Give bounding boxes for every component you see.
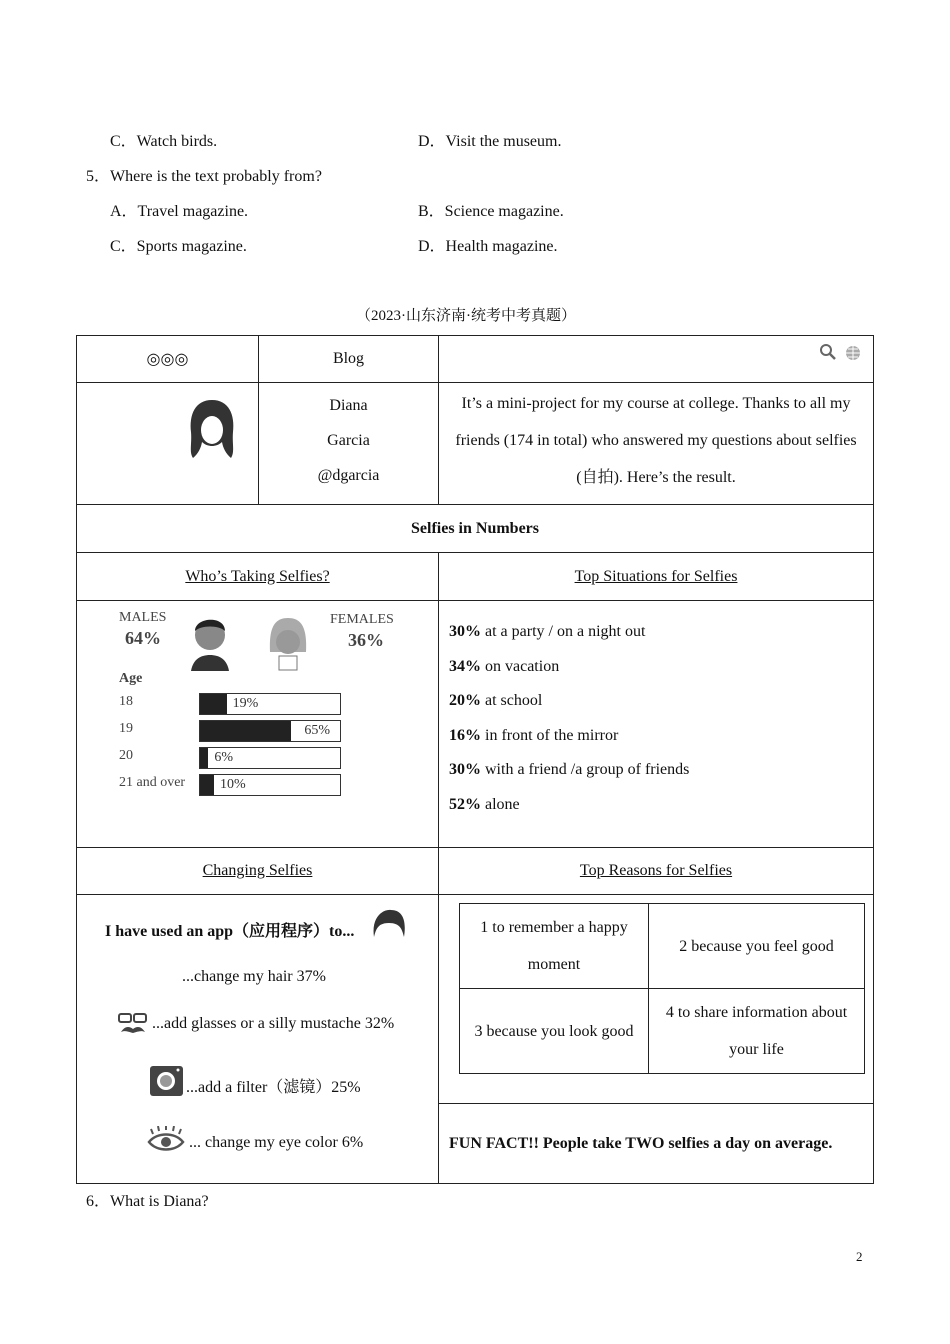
section-title-cell [76, 504, 874, 553]
situation-item [449, 727, 618, 745]
q4-option-c: C．Watch birds. [110, 133, 218, 150]
author-last-name: Garcia [327, 432, 370, 449]
age-bar-fill [200, 775, 214, 795]
source-note: （2023·山东济南·统考中考真题） [356, 308, 576, 324]
female-avatar-icon [267, 616, 309, 672]
situation-pct: 16% [449, 726, 481, 744]
q5-option-c: C．Sports magazine. [110, 238, 247, 255]
age-bar [199, 693, 341, 715]
situation-pct: 34% [449, 657, 481, 675]
blog-toolbar-cell [438, 335, 874, 383]
situation-pct: 30% [449, 761, 481, 778]
age-bar-value: 65% [304, 723, 330, 738]
blog-intro: It’s a mini-project for my course at college. Thanks to all my friends (174 in total) who answered my questions about selfies (自拍). Here’s the result. [455, 395, 857, 486]
changing-item-hair: ...change my hair 37% [182, 968, 326, 985]
age-bar-value: 10% [220, 777, 246, 792]
situation-pct: 52% [449, 795, 481, 813]
situation-text: at school [481, 692, 543, 709]
q6-question: 6．What is Diana? [86, 1193, 209, 1210]
age-label: Age [119, 671, 143, 686]
reasons-heading: Top Reasons for Selfies [579, 862, 733, 879]
reasons-heading-cell [438, 847, 874, 895]
age-row-label: 21 and over [119, 775, 186, 790]
eye-icon [147, 1126, 185, 1152]
situation-pct: 30% [449, 623, 481, 640]
q5-question: 5．Where is the text probably from? [86, 168, 322, 185]
changing-cell [76, 894, 439, 1184]
search-icon[interactable] [819, 343, 837, 361]
author-handle[interactable]: @dgarcia [317, 467, 380, 484]
situation-item [449, 692, 542, 710]
globe-icon[interactable] [845, 345, 861, 361]
dots-icon: ◎◎◎ [146, 351, 189, 368]
camera-icon [150, 1066, 183, 1096]
changing-item-eye: ... change my eye color 6% [189, 1134, 364, 1151]
situations-heading: Top Situations for Selfies [574, 567, 738, 585]
situation-text: on vacation [481, 657, 560, 675]
males-pct: 64% [125, 628, 161, 648]
male-avatar-icon [187, 611, 233, 671]
hair-icon [371, 907, 407, 941]
changing-item-glasses: ...add glasses or a silly mustache 32% [152, 1015, 395, 1032]
glasses-mustache-icon [118, 1012, 148, 1036]
age-bar-value: 19% [232, 696, 259, 711]
fun-fact: FUN FACT!! People take TWO selfies a day on average. [449, 1134, 833, 1152]
reason-2: 2 because you feel good [648, 903, 865, 989]
age-row-label: 20 [119, 748, 133, 763]
females-pct: 36% [348, 630, 384, 650]
changing-item-filter: ...add a filter（滤镜）25% [186, 1079, 361, 1096]
age-bar-value: 6% [214, 750, 234, 765]
females-label: FEMALES [330, 612, 394, 627]
author-first-name: Diana [329, 397, 368, 414]
situation-item [449, 623, 645, 641]
page-number: 2 [856, 1249, 863, 1264]
section-title: Selfies in Numbers [411, 519, 539, 537]
fun-fact-cell [438, 1103, 874, 1184]
situation-text: with a friend /a group of friends [481, 761, 690, 778]
changing-intro: I have used an app（应用程序）to... [105, 923, 355, 940]
reason-3: 3 because you look good [459, 988, 649, 1074]
situation-item [449, 658, 559, 676]
avatar [185, 397, 239, 463]
age-bar-fill [200, 748, 208, 768]
age-bar-fill [200, 694, 227, 714]
q5-option-d: D．Health magazine. [418, 238, 558, 255]
changing-heading: Changing Selfies [202, 862, 313, 879]
situation-text: at a party / on a night out [481, 623, 646, 640]
avatar-cell [76, 382, 259, 505]
age-bar [199, 747, 341, 769]
age-row-label: 19 [119, 721, 133, 736]
intro-cell [438, 382, 874, 505]
situation-text: in front of the mirror [481, 726, 619, 744]
situation-item [449, 796, 520, 814]
who-heading: Who’s Taking Selfies? [185, 567, 330, 585]
reason-1: 1 to remember a happy moment [459, 903, 649, 989]
situation-pct: 20% [449, 692, 481, 709]
who-heading-cell [76, 552, 439, 601]
changing-heading-cell [76, 847, 439, 895]
situation-item [449, 761, 689, 779]
dots-cell [76, 335, 259, 383]
reason-4: 4 to share information about your life [648, 988, 865, 1074]
situations-heading-cell [438, 552, 874, 601]
who-chart-cell [76, 600, 439, 848]
age-bar [199, 720, 341, 742]
situation-text: alone [481, 795, 520, 813]
q5-option-a: A．Travel magazine. [110, 203, 249, 220]
q5-option-b: B．Science magazine. [418, 203, 564, 220]
reasons-cell [438, 894, 874, 1104]
author-cell [258, 382, 439, 505]
age-bar-fill [200, 721, 291, 741]
q4-option-d: D．Visit the museum. [418, 133, 562, 150]
age-bar [199, 774, 341, 796]
blog-title-cell [258, 335, 439, 383]
males-label: MALES [119, 610, 167, 625]
blog-title: Blog [332, 350, 365, 367]
age-row-label: 18 [119, 694, 133, 709]
situations-cell [438, 600, 874, 848]
